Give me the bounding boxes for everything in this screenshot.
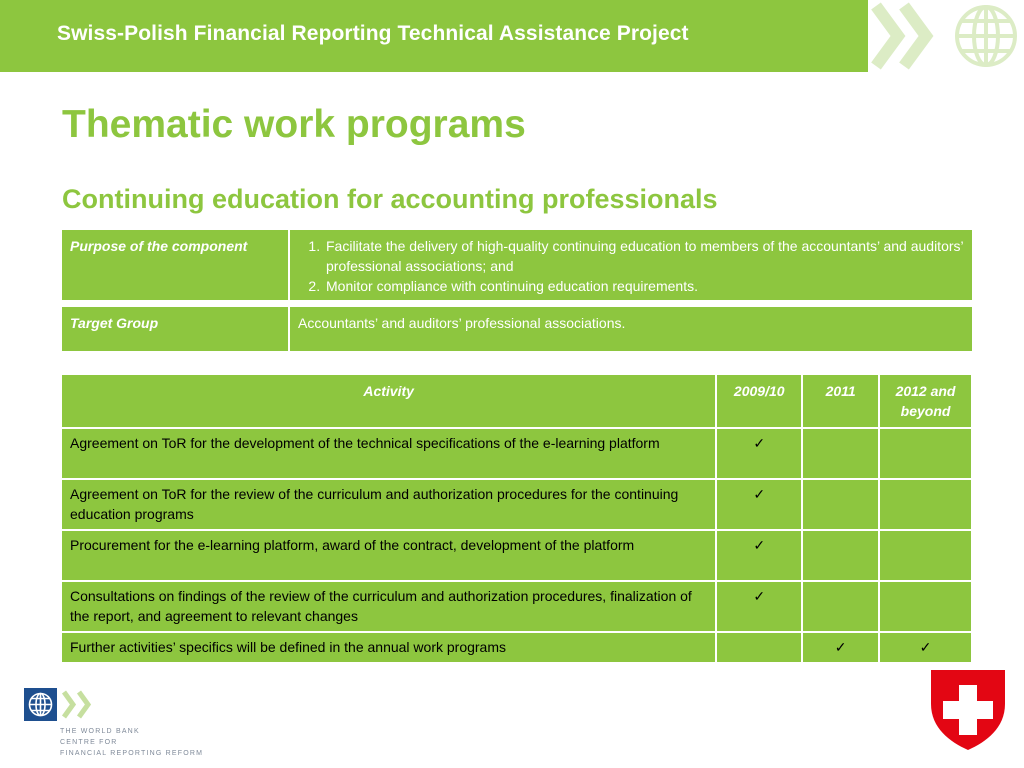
world-bank-logo-text xyxy=(60,726,203,759)
checkmark-cell: ✓ xyxy=(802,632,879,663)
table-header-row xyxy=(61,374,972,428)
page-subtitle: Continuing education for accounting professionals xyxy=(62,184,718,214)
checkmark-cell: ✓ xyxy=(716,428,802,479)
target-group-label: Target Group xyxy=(62,307,290,351)
checkmark-cell: ✓ xyxy=(716,479,802,530)
header-title: Swiss-Polish Financial Reporting Technical Assistance Project xyxy=(57,22,689,45)
globe-icon xyxy=(957,7,1015,65)
header-bar xyxy=(0,0,868,72)
purpose-list xyxy=(298,236,964,296)
table-row xyxy=(61,632,972,663)
activity-table xyxy=(60,373,973,664)
checkmark-cell xyxy=(879,530,972,581)
chevron-double-icon xyxy=(64,692,88,717)
column-header-activity: Activity xyxy=(61,374,716,428)
header-decoration xyxy=(868,0,1024,72)
page-title: Thematic work programs xyxy=(62,103,526,146)
column-header-2009-10: 2009/10 xyxy=(716,374,802,428)
checkmark-cell: ✓ xyxy=(879,632,972,663)
target-group-value: Accountants’ and auditors’ professional associations. xyxy=(298,315,626,331)
swiss-shield-icon xyxy=(928,666,1008,752)
purpose-table xyxy=(61,229,973,301)
world-bank-logo xyxy=(24,688,100,722)
activity-cell: Agreement on ToR for the review of the curriculum and authorization procedures for the continuing education programs xyxy=(61,479,716,530)
target-group-table xyxy=(61,306,973,352)
purpose-value xyxy=(290,230,972,300)
table-row xyxy=(61,428,972,479)
activity-cell: Procurement for the e-learning platform, award of the contract, development of the platform xyxy=(61,530,716,581)
world-bank-logo-icon xyxy=(24,688,57,721)
checkmark-cell: ✓ xyxy=(716,530,802,581)
chevron-double-icon xyxy=(876,6,926,66)
activity-cell: Agreement on ToR for the development of the technical specifications of the e-learning platform xyxy=(61,428,716,479)
checkmark-cell: ✓ xyxy=(716,581,802,632)
table-row xyxy=(61,581,972,632)
checkmark-cell xyxy=(802,479,879,530)
column-header-2012-beyond: 2012 and beyond xyxy=(879,374,972,428)
column-header-2011: 2011 xyxy=(802,374,879,428)
checkmark-cell xyxy=(802,530,879,581)
table-row xyxy=(61,530,972,581)
logo-line: FINANCIAL REPORTING REFORM xyxy=(60,750,204,757)
checkmark-cell xyxy=(802,581,879,632)
activity-cell: Consultations on findings of the review of the curriculum and authorization procedures, finalization of the report, and agreement to relevant changes xyxy=(61,581,716,632)
purpose-item: 1. Facilitate the delivery of high-quality continuing education to members of the accountants’ and auditors’ professional associations; and xyxy=(324,236,964,276)
checkmark-cell xyxy=(879,581,972,632)
checkmark-cell xyxy=(879,479,972,530)
logo-line: THE WORLD BANK xyxy=(60,728,140,735)
activity-cell: Further activities’ specifics will be defined in the annual work programs xyxy=(61,632,716,663)
table-row xyxy=(61,479,972,530)
checkmark-cell xyxy=(716,632,802,663)
checkmark-cell xyxy=(879,428,972,479)
checkmark-cell xyxy=(802,428,879,479)
purpose-item: 2. Monitor compliance with continuing education requirements. xyxy=(324,276,964,296)
purpose-label: Purpose of the component xyxy=(62,230,290,300)
logo-line: CENTRE FOR xyxy=(60,739,118,746)
